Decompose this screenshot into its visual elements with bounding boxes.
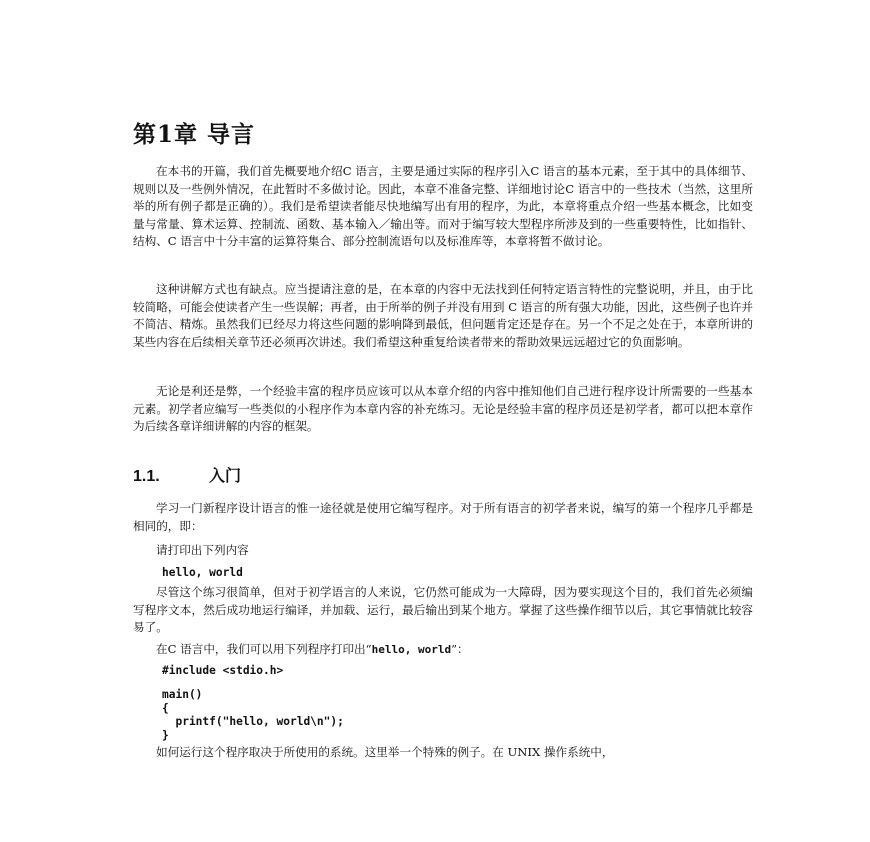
section-title: 入门 [209, 468, 242, 485]
document-page [133, 0, 753, 842]
section-paragraph-4: 如何运行这个程序取决于所使用的系统。这里举一个特殊的例子。在 UNIX 操作系统中， [156, 745, 614, 759]
inline-code-hello: hello, world [371, 643, 452, 656]
print-prompt: 请打印出下列内容 [156, 543, 249, 557]
section-paragraph-1: 学习一门新程序设计语言的惟一途径就是使用它编写程序。对于所有语言的初学者来说，编写的第一个程序几乎都是相同的，即： [133, 501, 753, 533]
section-paragraph-2: 尽管这个练习很简单，但对于初学语言的人来说，它仍然可能成为一大障碍，因为要实现这个目的，我们首先必须编写程序文本，然后成功地运行编译，并加载、运行，最后输出到某个地方。掌握了这些操作细节以后，其它事情就比较容易了。 [133, 585, 753, 634]
section-heading [133, 463, 241, 486]
section-number: 1.1. [133, 468, 160, 485]
code-include-line: #include <stdio.h> [162, 664, 284, 677]
intro-paragraph-1: 在本书的开篇，我们首先概要地介绍C 语言，主要是通过实际的程序引入C 语言的基本元素，至于其中的具体细节、规则以及一些例外情况，在此暂时不多做讨论。因此，本章不准备完整、详细地讨论C 语言中的一些技术（当然，这里所举的所有例子都是正确的）。我们是希望读者能尽快地编写出有用的程序，为此，本章将重点介绍一些基本概念，比如变量与常量、算术运算、控制流、函数、基本输入／输出等。而对于编写较大型程序所涉及到的一些重要特性，比如指针、结构、C 语言中十分丰富的运算符集合、部分控制流语句以及标准库等，本章将暂不做讨论。 [133, 164, 753, 248]
paragraph-3-prefix: 在C 语言中，我们可以用下列程序打印出“ [156, 642, 372, 656]
section-paragraph-3 [156, 641, 469, 659]
chapter-title: 第1章 导言 [133, 121, 256, 148]
intro-paragraph-3: 无论是利还是弊，一个经验丰富的程序员应该可以从本章介绍的内容中推知他们自己进行程序设计所需要的一些基本元素。初学者应编写一些类似的小程序作为本章内容的补充练习。无论是经验丰富的程序员还是初学者，都可以把本章作为后续各章详细讲解的内容的框架。 [133, 384, 753, 433]
intro-paragraph-2: 这种讲解方式也有缺点。应当提请注意的是，在本章的内容中无法找到任何特定语言特性的完整说明，并且，由于比较简略，可能会使读者产生一些误解；再者，由于所举的例子并没有用到 C 语言的所有强大功能，因此，这些例子也许并不简洁、精炼。虽然我们已经尽力将这些问题的影响降到最低，但问题肯定还是存在。另一个不足之处在于，本章所讲的某些内容在后续相关章节还必须再次讲述。我们希望这种重复给读者带来的帮助效果远远超过它的负面影响。 [133, 282, 753, 349]
paragraph-3-suffix: ”： [451, 642, 469, 656]
hello-world-output: hello, world [162, 566, 243, 579]
code-main-block: main() { printf("hello, world\n"); } [162, 688, 344, 742]
